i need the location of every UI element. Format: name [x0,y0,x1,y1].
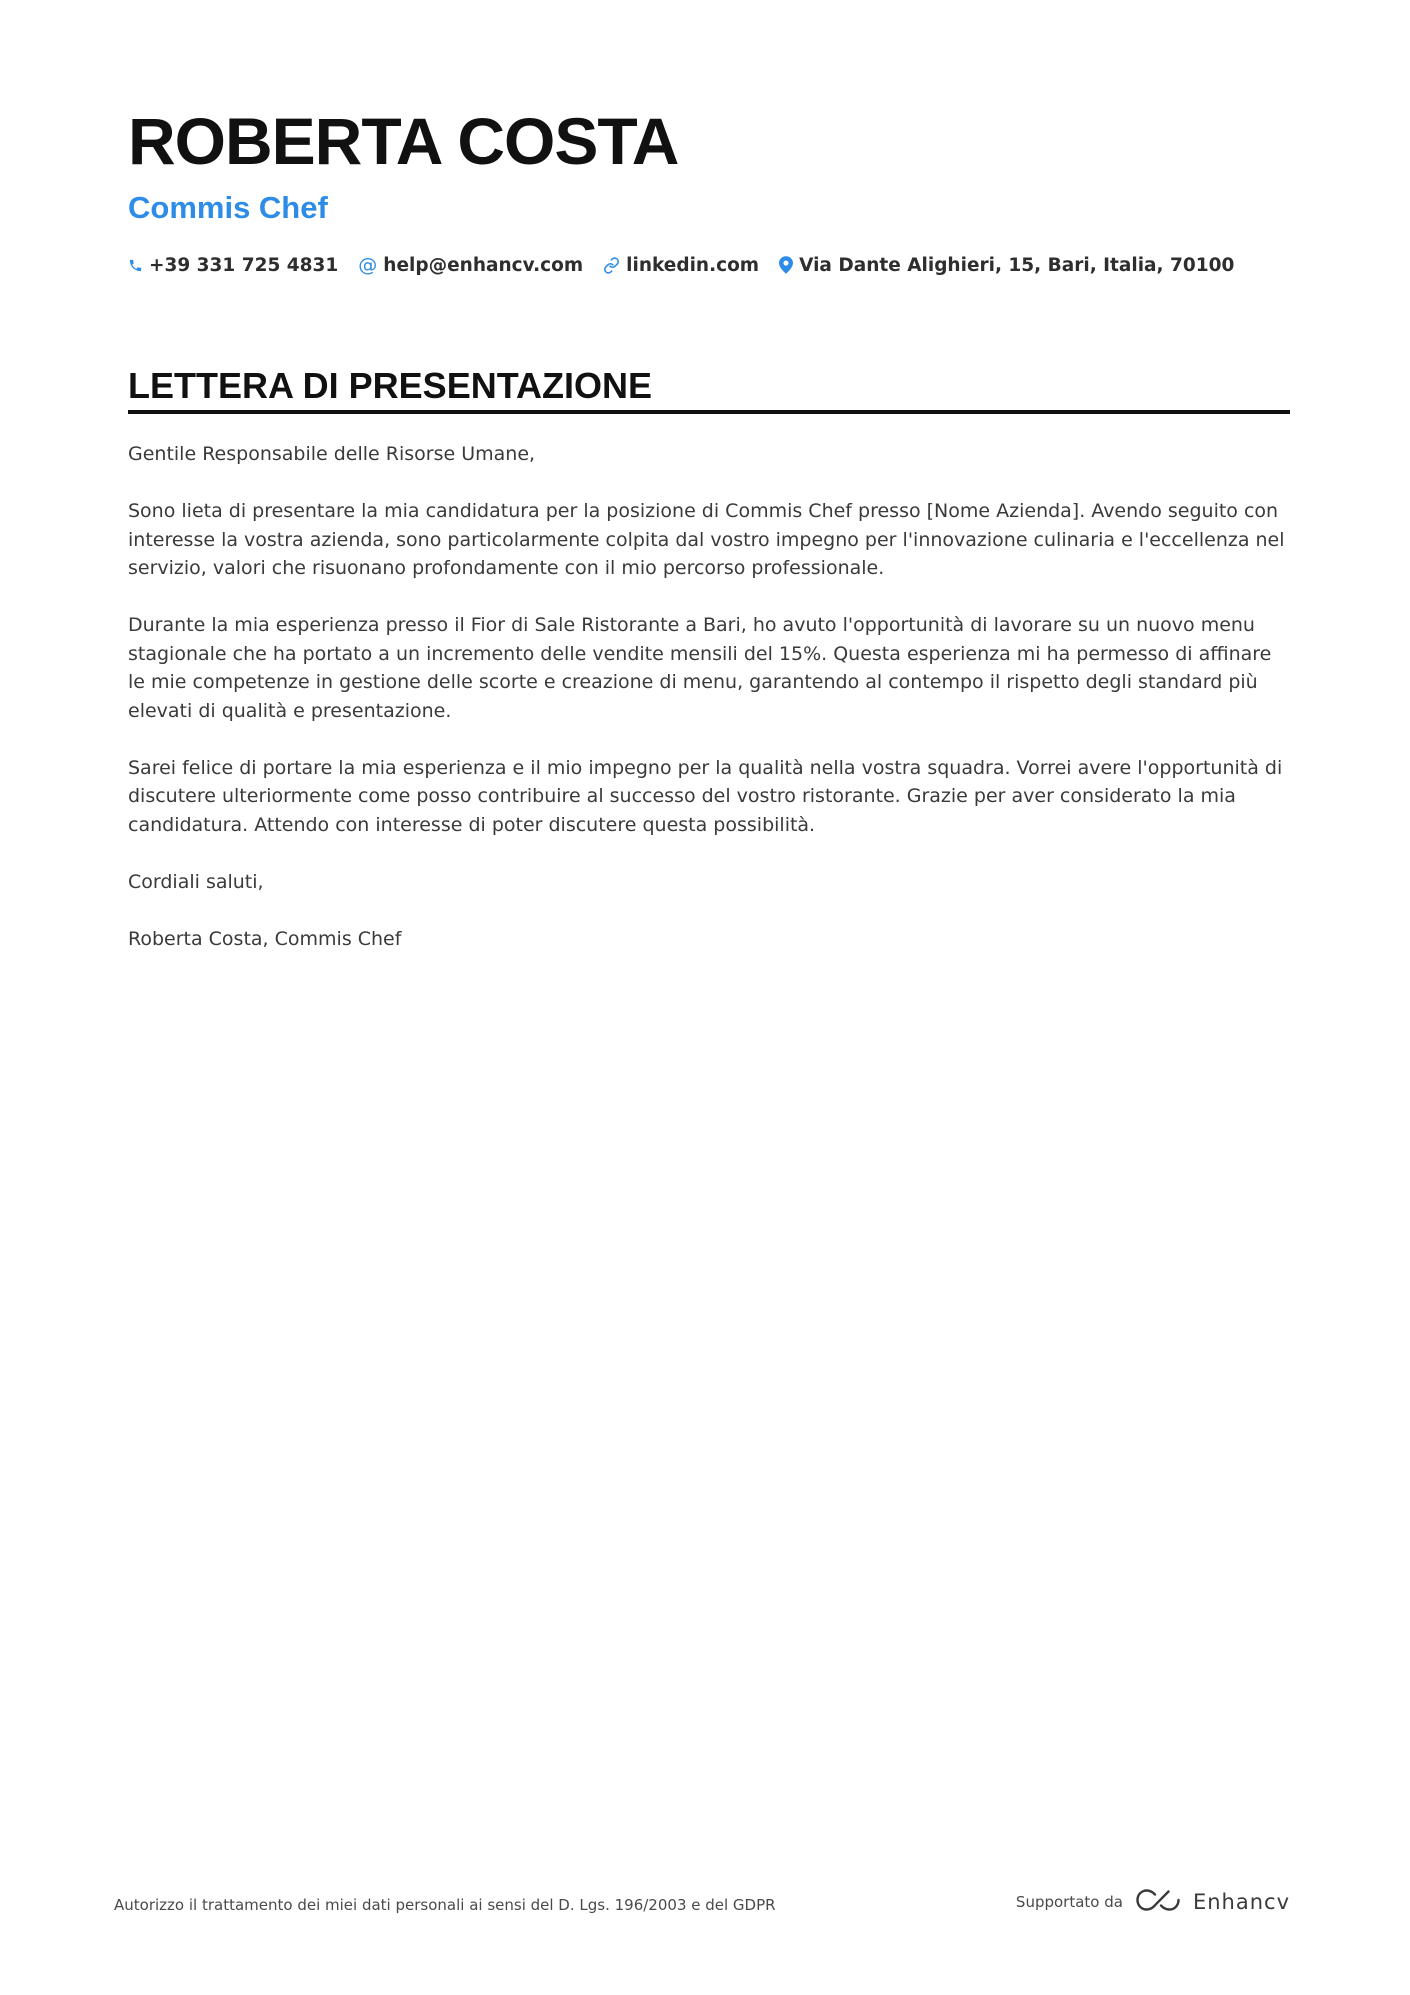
letter-greeting: Gentile Responsabile delle Risorse Umane, [128,443,536,465]
brand-name: Enhancv [1192,1890,1290,1914]
link-icon [603,257,620,274]
section-title: LETTERA DI PRESENTAZIONE [128,365,653,406]
powered-by[interactable] [1016,1888,1290,1916]
letter-closing: Cordiali saluti, [128,870,264,893]
letter-paragraph: Sarei felice di portare la mia esperienza e il mio impegno per la qualità nella vostra squadra. Vorrei avere l'opportunità di discutere ulteriormente come posso contribuire al successo del vostro ristorante. Grazie per aver considerato la mia candidatura. Attendo con interesse di poter discutere questa possibilità. [128,756,1283,836]
linkedin-value[interactable]: linkedin.com [626,254,760,276]
contact-email [358,254,583,276]
phone-value[interactable]: +39 331 725 4831 [149,254,339,276]
enhancv-logo-icon [1135,1888,1181,1916]
letter-paragraph: Durante la mia esperienza presso il Fior di Sale Ristorante a Bari, ho avuto l'opportunità di lavorare su un nuovo menu stagionale che ha portato a un incremento delle vendite mensili del 15%. Questa esperienza mi ha permesso di affinare le mie competenze in gestione delle scorte e creazione di menu, garantendo al contempo il rispetto degli standard più elevati di qualità e presentazione. [128,614,1272,722]
letter-signature: Roberta Costa, Commis Chef [128,927,402,950]
contact-bar [128,254,1234,276]
contact-address [779,255,1234,276]
powered-by-label: Supportato da [1015,1893,1123,1911]
letter-paragraph: Sono lieta di presentare la mia candidatura per la posizione di Commis Chef presso [Nome Azienda]. Avendo seguito con interesse la vostra azienda, sono particolarmente colpita dal vostro impegno per l'innovazione culinaria e l'eccellenza nel servizio, valori che risuonano profondamente con il mio percorso professionale. [128,500,1285,579]
candidate-role: Commis Chef [128,190,328,225]
contact-phone [128,255,338,276]
address-value: Via Dante Alighieri, 15, Bari, Italia, 70100 [799,254,1235,276]
phone-icon [128,258,143,273]
candidate-name: ROBERTA COSTA [128,104,679,178]
letter-body [128,440,1290,982]
location-pin-icon [779,256,793,274]
privacy-consent: Autorizzo il trattamento dei miei dati personali ai sensi del D. Lgs. 196/2003 e del GDPR [114,1896,776,1914]
at-icon: @ [358,254,378,276]
email-value[interactable]: help@enhancv.com [383,254,584,276]
section-divider [128,410,1290,414]
contact-linkedin [603,255,759,276]
